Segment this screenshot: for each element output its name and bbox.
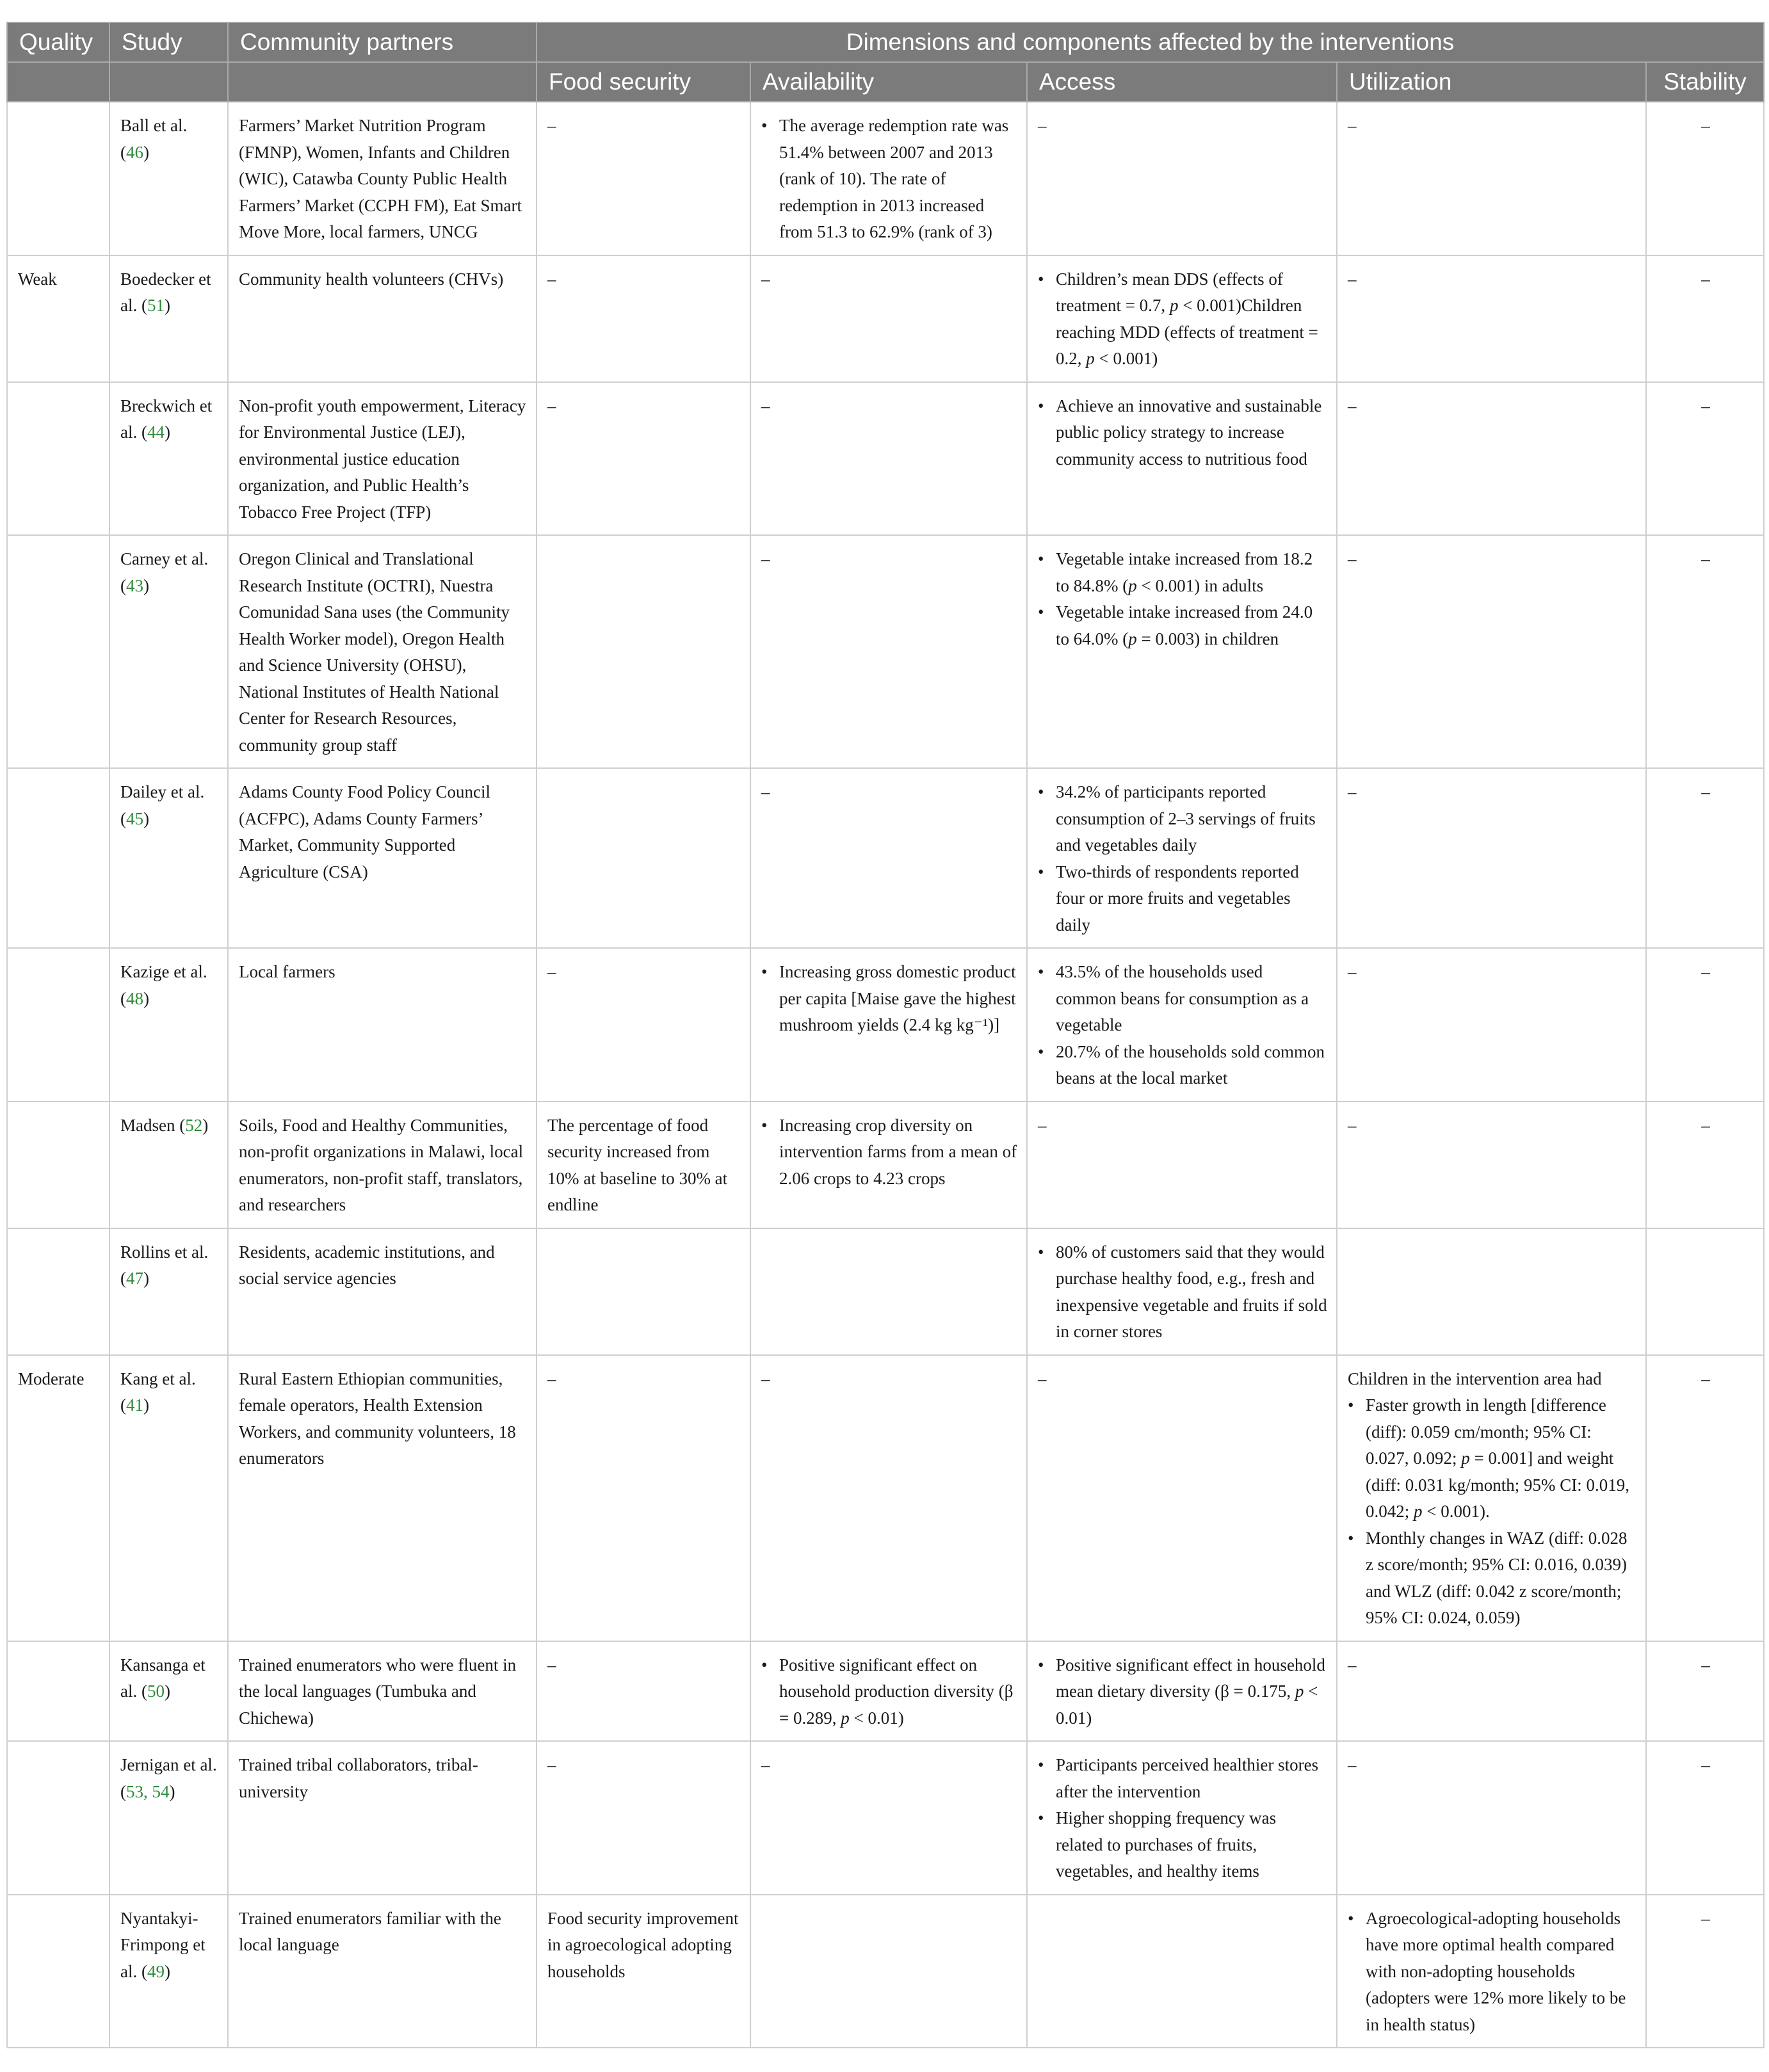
utilization-cell: – [1337, 255, 1646, 382]
table-row [7, 1641, 1764, 1742]
access-cell: – [1027, 1355, 1337, 1641]
study-name: Breckwich et al. ( [120, 396, 213, 442]
reference-link[interactable]: 47 [126, 1269, 143, 1288]
quality-cell: Moderate [7, 1355, 109, 1641]
study-name: Madsen ( [120, 1115, 186, 1135]
partners-cell: Adams County Food Policy Council (ACFPC), Adams County Farmers’ Market, Community Supported Agriculture (CSA) [228, 768, 537, 948]
partners-cell: Farmers’ Market Nutrition Program (FMNP), Women, Infants and Children (WIC), Catawba County Public Health Farmers’ Market (CCPH FM), Eat Smart Move More, local farmers, UNCG [228, 102, 537, 255]
utilization-cell: – [1337, 768, 1646, 948]
bullet-item: • Two-thirds of respondents reported four or more fruits and vegetables daily [1056, 859, 1327, 939]
quality-cell [7, 948, 109, 1102]
bullet-item: • Agroecological-adopting households have more optimal health compared with non-adopting households (adopters were 12% more likely to be in health status) [1366, 1906, 1636, 2039]
header-dimensions: Dimensions and components affected by the interventions [537, 22, 1764, 62]
table-row [7, 535, 1764, 768]
bullet-list [761, 959, 1017, 1039]
availability-cell: – [750, 382, 1027, 536]
bullet-item: • Increasing crop diversity on intervention farms from a mean of 2.06 crops to 4.23 crops [779, 1112, 1017, 1193]
reference-link[interactable]: 51 [147, 296, 165, 315]
table-row [7, 768, 1764, 948]
availability-cell: – [750, 768, 1027, 948]
bullet-list [761, 113, 1017, 246]
reference-link[interactable]: 43 [126, 575, 143, 595]
food-security-cell: – [537, 102, 750, 255]
stability-cell: – [1646, 948, 1764, 1102]
bullet-item: • The average redemption rate was 51.4% between 2007 and 2013 (rank of 10). The rate of redemption in 2013 increased from 51.3 to 62.9% (rank of 3) [779, 113, 1017, 246]
table-row [7, 1895, 1764, 2048]
quality-cell [7, 1641, 109, 1742]
stability-cell: – [1646, 1741, 1764, 1895]
study-name: Kansanga et al. ( [120, 1655, 206, 1701]
availability-cell: – [750, 1741, 1027, 1895]
access-cell [1027, 1741, 1337, 1895]
header-row-1 [7, 22, 1764, 62]
utilization-cell [1337, 1895, 1646, 2048]
bullet-item: • Increasing gross domestic product per capita [Maise gave the highest mushroom yields (2.4 kg kg⁻¹)] [779, 959, 1017, 1039]
study-cell: Kansanga et al. (50) [109, 1641, 228, 1742]
food-security-cell [537, 535, 750, 768]
bullet-item: • Children’s mean DDS (effects of treatment = 0.7, p < 0.001)Children reaching MDD (effects of treatment = 0.2, p < 0.001) [1056, 266, 1327, 373]
stability-cell: – [1646, 535, 1764, 768]
study-cell: Carney et al. (43) [109, 535, 228, 768]
header-empty-2 [109, 62, 228, 102]
header-food-security: Food security [537, 62, 750, 102]
utilization-cell: – [1337, 1641, 1646, 1742]
bullet-item: • Higher shopping frequency was related to purchases of fruits, vegetables, and healthy items [1056, 1805, 1327, 1885]
partners-cell: Trained tribal collaborators, tribal-university [228, 1741, 537, 1895]
access-cell [1027, 1228, 1337, 1355]
study-cell: Jernigan et al. (53, 54) [109, 1741, 228, 1895]
quality-cell: Weak [7, 255, 109, 382]
partners-cell: Trained enumerators who were fluent in the local languages (Tumbuka and Chichewa) [228, 1641, 537, 1742]
quality-cell [7, 768, 109, 948]
bullet-list [1038, 959, 1327, 1092]
study-name: Boedecker et al. ( [120, 269, 211, 315]
bullet-list [1038, 266, 1327, 373]
reference-link[interactable]: 44 [147, 422, 165, 442]
study-cell: Ball et al. (46) [109, 102, 228, 255]
stability-cell: – [1646, 1895, 1764, 2048]
quality-cell [7, 1228, 109, 1355]
reference-link[interactable]: 46 [126, 142, 143, 162]
food-security-cell: – [537, 1741, 750, 1895]
study-cell: Madsen (52) [109, 1102, 228, 1228]
partners-cell: Rural Eastern Ethiopian communities, female operators, Health Extension Workers, and community volunteers, 18 enumerators [228, 1355, 537, 1641]
reference-link[interactable]: 50 [147, 1682, 165, 1701]
bullet-item: • 80% of customers said that they would purchase healthy food, e.g., fresh and inexpensive vegetable and fruits if sold in corner stores [1056, 1239, 1327, 1345]
bullet-list [1038, 1239, 1327, 1345]
header-row-2 [7, 62, 1764, 102]
stability-cell: – [1646, 1641, 1764, 1742]
study-name: Ball et al. ( [120, 116, 188, 162]
stability-cell: – [1646, 1102, 1764, 1228]
study-name: Rollins et al. ( [120, 1242, 209, 1288]
table-row [7, 1102, 1764, 1228]
quality-cell [7, 1102, 109, 1228]
bullet-item: • 34.2% of participants reported consumption of 2–3 servings of fruits and vegetables daily [1056, 779, 1327, 859]
utilization-cell [1337, 1228, 1646, 1355]
bullet-item: • Positive significant effect in household mean dietary diversity (β = 0.175, p < 0.01) [1056, 1652, 1327, 1732]
partners-cell: Community health volunteers (CHVs) [228, 255, 537, 382]
reference-link[interactable]: 48 [126, 988, 143, 1008]
access-cell [1027, 535, 1337, 768]
access-cell [1027, 255, 1337, 382]
reference-link[interactable]: 53, 54 [126, 1781, 170, 1801]
availability-cell [750, 1102, 1027, 1228]
interventions-table [6, 22, 1765, 2048]
table-row [7, 102, 1764, 255]
quality-cell [7, 1895, 109, 2048]
access-cell: – [1027, 1102, 1337, 1228]
header-empty-3 [228, 62, 537, 102]
study-name: Nyantakyi-Frimpong et al. ( [120, 1908, 206, 1981]
availability-cell: – [750, 1355, 1027, 1641]
study-cell: Rollins et al. (47) [109, 1228, 228, 1355]
bullet-list [1038, 393, 1327, 473]
study-name: Jernigan et al. ( [120, 1755, 217, 1801]
reference-link[interactable]: 41 [126, 1395, 143, 1415]
study-name: Kang et al. ( [120, 1369, 196, 1415]
bullet-list [1348, 1906, 1636, 2039]
table-row [7, 1741, 1764, 1895]
quality-cell [7, 1741, 109, 1895]
bullet-list [761, 1112, 1017, 1193]
food-security-cell: – [537, 255, 750, 382]
bullet-list [1348, 1392, 1636, 1632]
access-cell: – [1027, 102, 1337, 255]
study-name: Carney et al. ( [120, 549, 209, 595]
bullet-list [1038, 1652, 1327, 1732]
utilization-cell: – [1337, 1741, 1646, 1895]
header-partners: Community partners [228, 22, 537, 62]
quality-cell [7, 102, 109, 255]
availability-cell [750, 948, 1027, 1102]
utilization-cell: – [1337, 1102, 1646, 1228]
bullet-item: • Vegetable intake increased from 18.2 to 84.8% (p < 0.001) in adults [1056, 546, 1327, 599]
utilization-cell: – [1337, 535, 1646, 768]
bullet-item: • 43.5% of the households used common beans for consumption as a vegetable [1056, 959, 1327, 1039]
access-cell [1027, 1895, 1337, 2048]
study-name: Dailey et al. ( [120, 782, 205, 828]
study-cell: Breckwich et al. (44) [109, 382, 228, 536]
quality-cell [7, 382, 109, 536]
stability-cell: – [1646, 102, 1764, 255]
partners-cell: Oregon Clinical and Translational Research Institute (OCTRI), Nuestra Comunidad Sana uses (the Community Health Worker model), Oregon Health and Science University (OHSU), National Institutes of Health National Center for Research Resources, community group staff [228, 535, 537, 768]
bullet-item: • Faster growth in length [difference (diff): 0.059 cm/month; 95% CI: 0.027, 0.092; p = 0.001] and weight (diff: 0.031 kg/month; 95% CI: 0.019, 0.042; p < 0.001). [1366, 1392, 1636, 1525]
access-cell [1027, 768, 1337, 948]
availability-cell [750, 102, 1027, 255]
stability-cell: – [1646, 768, 1764, 948]
bullet-item: • Participants perceived healthier stores after the intervention [1056, 1752, 1327, 1805]
header-stability: Stability [1646, 62, 1764, 102]
table-body [7, 102, 1764, 2048]
stability-cell: – [1646, 382, 1764, 536]
utilization-cell: – [1337, 102, 1646, 255]
stability-cell: – [1646, 1355, 1764, 1641]
availability-cell [750, 1228, 1027, 1355]
table-row [7, 948, 1764, 1102]
table-header [7, 22, 1764, 102]
study-cell: Nyantakyi-Frimpong et al. (49) [109, 1895, 228, 2048]
table-row [7, 382, 1764, 536]
utilization-cell: – [1337, 382, 1646, 536]
access-cell [1027, 382, 1337, 536]
table-row [7, 255, 1764, 382]
cell-intro: Children in the intervention area had [1348, 1369, 1602, 1388]
header-availability: Availability [750, 62, 1027, 102]
bullet-list [1038, 1752, 1327, 1885]
availability-cell: – [750, 535, 1027, 768]
partners-cell: Residents, academic institutions, and social service agencies [228, 1228, 537, 1355]
study-cell: Boedecker et al. (51) [109, 255, 228, 382]
utilization-cell [1337, 1355, 1646, 1641]
partners-cell: Non-profit youth empowerment, Literacy for Environmental Justice (LEJ), environmental justice education organization, and Public Health’s Tobacco Free Project (TFP) [228, 382, 537, 536]
food-security-cell: The percentage of food security increased from 10% at baseline to 30% at endline [537, 1102, 750, 1228]
reference-link[interactable]: 49 [147, 1961, 165, 1981]
header-study: Study [109, 22, 228, 62]
food-security-cell: – [537, 1641, 750, 1742]
bullet-item: • Monthly changes in WAZ (diff: 0.028 z score/month; 95% CI: 0.016, 0.039) and WLZ (diff: 0.042 z score/month; 95% CI: 0.024, 0.059) [1366, 1525, 1636, 1632]
access-cell [1027, 948, 1337, 1102]
study-name: Kazige et al. ( [120, 962, 207, 1008]
availability-cell: – [750, 255, 1027, 382]
bullet-item: • Positive significant effect on household production diversity (β = 0.289, p < 0.01) [779, 1652, 1017, 1732]
reference-link[interactable]: 45 [126, 808, 143, 828]
availability-cell [750, 1641, 1027, 1742]
reference-link[interactable]: 52 [185, 1115, 203, 1135]
bullet-item: • 20.7% of the households sold common beans at the local market [1056, 1039, 1327, 1092]
header-access: Access [1027, 62, 1337, 102]
table-row [7, 1355, 1764, 1641]
bullet-item: • Vegetable intake increased from 24.0 to 64.0% (p = 0.003) in children [1056, 599, 1327, 652]
header-utilization: Utilization [1337, 62, 1646, 102]
stability-cell: – [1646, 255, 1764, 382]
study-cell: Kazige et al. (48) [109, 948, 228, 1102]
study-cell: Kang et al. (41) [109, 1355, 228, 1641]
study-cell: Dailey et al. (45) [109, 768, 228, 948]
food-security-cell: – [537, 1355, 750, 1641]
bullet-item: • Achieve an innovative and sustainable public policy strategy to increase community access to nutritious food [1056, 393, 1327, 473]
quality-cell [7, 535, 109, 768]
food-security-cell: – [537, 948, 750, 1102]
food-security-cell: – [537, 382, 750, 536]
bullet-list [761, 1652, 1017, 1732]
header-empty-1 [7, 62, 109, 102]
availability-cell [750, 1895, 1027, 2048]
access-cell [1027, 1641, 1337, 1742]
bullet-list [1038, 779, 1327, 938]
food-security-cell [537, 768, 750, 948]
food-security-cell: Food security improvement in agroecological adopting households [537, 1895, 750, 2048]
utilization-cell: – [1337, 948, 1646, 1102]
partners-cell: Soils, Food and Healthy Communities, non-profit organizations in Malawi, local enumerators, non-profit staff, translators, and researchers [228, 1102, 537, 1228]
stability-cell [1646, 1228, 1764, 1355]
bullet-list [1038, 546, 1327, 652]
table-row [7, 1228, 1764, 1355]
header-quality: Quality [7, 22, 109, 62]
partners-cell: Trained enumerators familiar with the local language [228, 1895, 537, 2048]
partners-cell: Local farmers [228, 948, 537, 1102]
food-security-cell [537, 1228, 750, 1355]
